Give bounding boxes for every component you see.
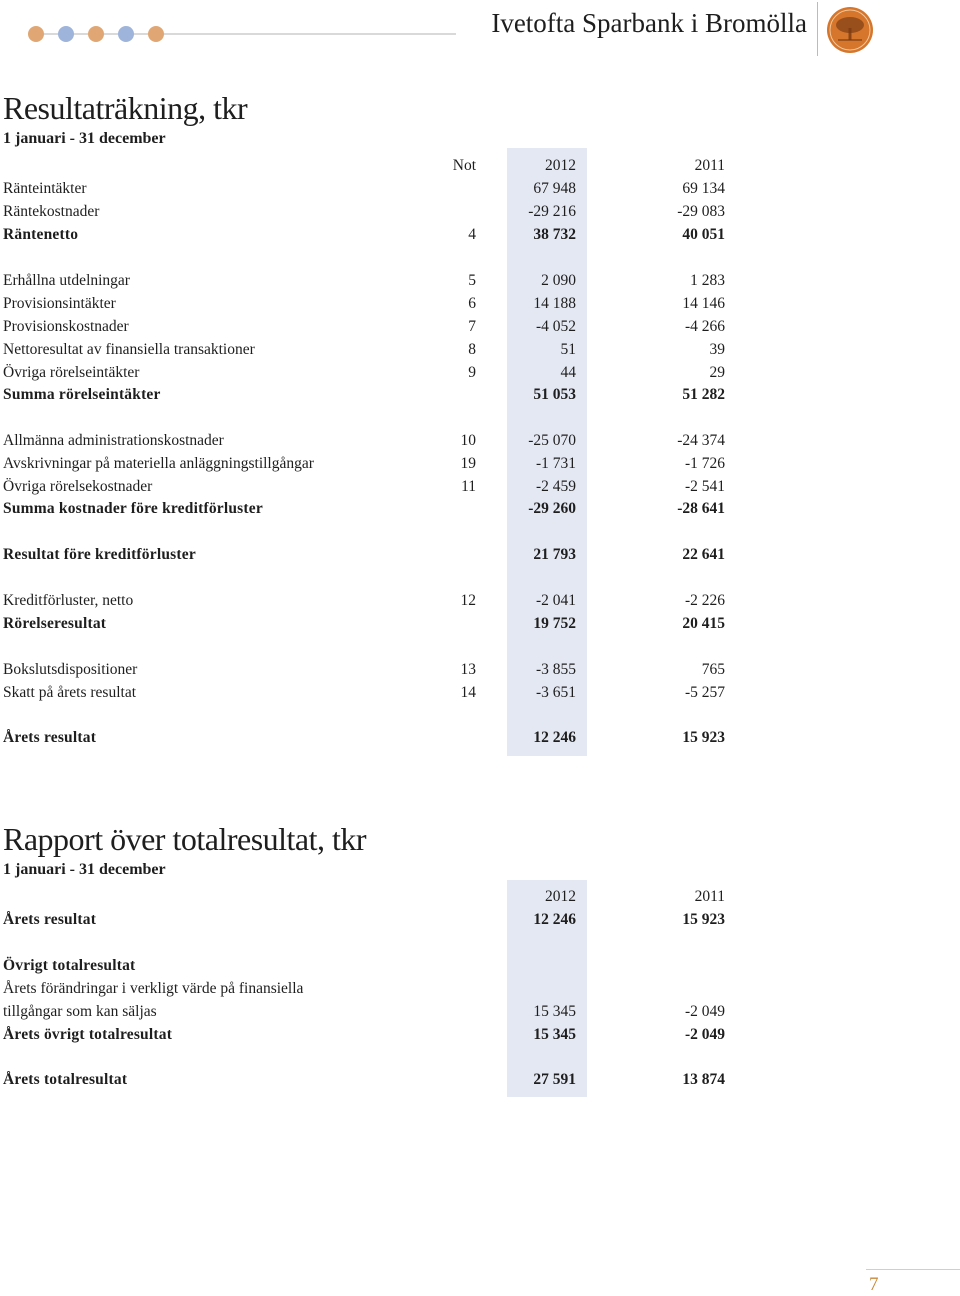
row-label: Provisionsintäkter <box>3 295 116 312</box>
brand-divider <box>817 2 818 56</box>
row-value-2011: 39 <box>709 341 725 358</box>
row-value-2012: -4 052 <box>535 318 576 335</box>
row-value-2012: 21 793 <box>533 546 576 563</box>
column-header-2011: 2011 <box>694 157 725 174</box>
table-row <box>0 954 760 977</box>
table-row <box>0 908 760 931</box>
row-note: 7 <box>468 318 476 335</box>
bank-name: Ivetofta Sparbank i Bromölla <box>491 8 807 38</box>
row-value-2011: 20 415 <box>682 615 725 632</box>
row-value-2012: 44 <box>560 364 576 381</box>
row-label: Årets resultat <box>3 911 97 928</box>
row-note: 6 <box>468 295 476 312</box>
row-note: 4 <box>468 226 476 243</box>
row-label: Avskrivningar på materiella anläggningstillgångar <box>3 455 314 472</box>
row-note: 13 <box>460 661 476 678</box>
table-row <box>0 475 760 498</box>
dot-2 <box>58 26 74 42</box>
row-value-2011: -2 049 <box>684 1003 725 1020</box>
row-value-2012: 2 090 <box>541 272 576 289</box>
table-row <box>0 612 760 635</box>
row-value-2011: 1 283 <box>690 272 725 289</box>
table-row <box>0 292 760 315</box>
row-value-2012: -2 459 <box>535 478 576 495</box>
row-value-2012: 51 <box>560 341 576 358</box>
row-value-2011: -4 266 <box>684 318 725 335</box>
table-row <box>0 429 760 452</box>
footer-rule <box>866 1269 960 1270</box>
total-column-headers <box>0 885 760 908</box>
row-value-2012: 14 188 <box>533 295 576 312</box>
row-value-2011: -28 641 <box>677 500 725 517</box>
row-label: Räntekostnader <box>3 203 100 220</box>
row-value-2012: -29 216 <box>528 203 576 220</box>
row-value-2011: 15 923 <box>682 729 725 746</box>
row-value-2011: 29 <box>709 364 725 381</box>
table-row <box>0 658 760 681</box>
row-value-2011: -24 374 <box>677 432 725 449</box>
row-note: 8 <box>468 341 476 358</box>
table-row <box>0 361 760 384</box>
row-note: 5 <box>468 272 476 289</box>
dot-4 <box>118 26 134 42</box>
column-header-2012: 2012 <box>545 888 576 905</box>
table-row <box>0 177 760 200</box>
row-note: 9 <box>468 364 476 381</box>
table-row <box>0 200 760 223</box>
dot-1 <box>28 26 44 42</box>
column-header-2012: 2012 <box>545 157 576 174</box>
row-value-2012: -3 651 <box>535 684 576 701</box>
row-value-2011: 51 282 <box>682 386 725 403</box>
row-value-2011: 765 <box>701 661 725 678</box>
row-value-2012: 12 246 <box>533 729 576 746</box>
table-row <box>0 681 760 704</box>
row-label: Årets resultat <box>3 729 97 746</box>
row-label: Ränteintäkter <box>3 180 87 197</box>
row-value-2012: 15 345 <box>533 1003 576 1020</box>
table-row <box>0 338 760 361</box>
income-statement-title: Resultaträkning, tkr <box>3 90 248 126</box>
row-value-2012: 38 732 <box>533 226 576 243</box>
row-value-2012: 51 053 <box>533 386 576 403</box>
table-row <box>0 452 760 475</box>
dot-3 <box>88 26 104 42</box>
row-label: Summa rörelseintäkter <box>3 386 161 403</box>
table-row <box>0 1023 760 1046</box>
row-label: Årets totalresultat <box>3 1071 128 1088</box>
row-value-2011: -2 541 <box>684 478 725 495</box>
table-row <box>0 977 760 1000</box>
row-note: 14 <box>460 684 476 701</box>
row-label: Årets förändringar i verkligt värde på finansiella <box>3 980 304 997</box>
dot-5 <box>148 26 164 42</box>
row-value-2012: -25 070 <box>528 432 576 449</box>
total-period: 1 januari - 31 december <box>3 861 166 878</box>
row-value-2011: -5 257 <box>684 684 725 701</box>
row-value-2011: 22 641 <box>682 546 725 563</box>
income-column-headers <box>0 154 760 177</box>
row-label: Räntenetto <box>3 226 79 243</box>
row-value-2011: 40 051 <box>682 226 725 243</box>
table-row <box>0 383 760 406</box>
row-note: 10 <box>460 432 476 449</box>
row-value-2011: -2 049 <box>684 1026 725 1043</box>
row-value-2012: 19 752 <box>533 615 576 632</box>
row-value-2012: -29 260 <box>528 500 576 517</box>
row-value-2012: -3 855 <box>535 661 576 678</box>
row-label: Årets övrigt totalresultat <box>3 1026 173 1043</box>
row-note: 19 <box>460 455 476 472</box>
row-note: 11 <box>461 478 476 495</box>
row-label: Rörelseresultat <box>3 615 107 632</box>
row-label: Erhållna utdelningar <box>3 272 130 289</box>
page-number: 7 <box>869 1274 879 1295</box>
row-value-2011: -2 226 <box>684 592 725 609</box>
table-row <box>0 223 760 246</box>
row-value-2012: -1 731 <box>535 455 576 472</box>
row-label: Resultat före kreditförluster <box>3 546 196 563</box>
row-value-2012: 12 246 <box>533 911 576 928</box>
row-value-2011: 69 134 <box>682 180 725 197</box>
row-label: tillgångar som kan säljas <box>3 1003 157 1020</box>
decorative-dot-line <box>28 26 468 42</box>
column-header-note: Not <box>452 157 476 174</box>
table-row <box>0 269 760 292</box>
row-value-2011: 13 874 <box>682 1071 725 1088</box>
row-label: Allmänna administrationskostnader <box>3 432 224 449</box>
column-header-2011: 2011 <box>694 888 725 905</box>
table-row <box>0 1000 760 1023</box>
row-label: Summa kostnader före kreditförluster <box>3 500 263 517</box>
row-value-2012: -2 041 <box>535 592 576 609</box>
table-row <box>0 497 760 520</box>
row-value-2011: 14 146 <box>682 295 725 312</box>
table-row <box>0 1068 760 1091</box>
row-label: Övriga rörelsekostnader <box>3 478 153 495</box>
row-label: Provisionskostnader <box>3 318 129 335</box>
oak-tree-seal-icon <box>826 6 874 54</box>
income-period: 1 januari - 31 december <box>3 130 166 147</box>
row-label: Bokslutsdispositioner <box>3 661 138 678</box>
total-statement-title: Rapport över totalresultat, tkr <box>3 821 367 857</box>
table-row <box>0 726 760 749</box>
row-value-2011: 15 923 <box>682 911 725 928</box>
row-value-2012: 27 591 <box>533 1071 576 1088</box>
table-row <box>0 589 760 612</box>
row-label: Kreditförluster, netto <box>3 592 134 609</box>
table-row <box>0 315 760 338</box>
row-label: Övrigt totalresultat <box>3 957 136 974</box>
row-value-2012: 15 345 <box>533 1026 576 1043</box>
row-note: 12 <box>460 592 476 609</box>
row-label: Övriga rörelseintäkter <box>3 364 140 381</box>
row-label: Skatt på årets resultat <box>3 684 136 701</box>
row-value-2011: -1 726 <box>684 455 725 472</box>
row-label: Nettoresultat av finansiella transaktioner <box>3 341 255 358</box>
row-value-2011: -29 083 <box>677 203 725 220</box>
row-value-2012: 67 948 <box>533 180 576 197</box>
table-row <box>0 543 760 566</box>
